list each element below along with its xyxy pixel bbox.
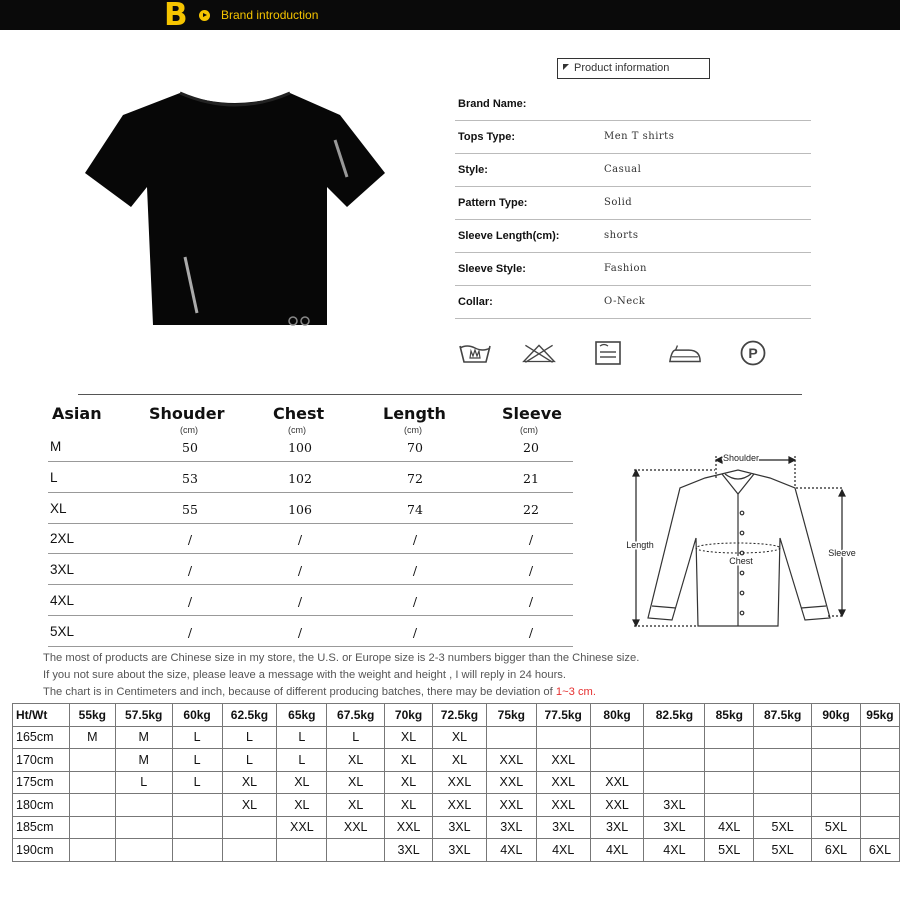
size-cell xyxy=(812,726,861,749)
size-value: 106 xyxy=(288,501,312,517)
table-row xyxy=(13,726,900,749)
size-cell: L xyxy=(172,749,222,772)
height-label: 180cm xyxy=(13,794,70,817)
weight-header: 75kg xyxy=(486,704,536,727)
divider xyxy=(78,394,802,395)
size-value: / xyxy=(187,624,193,640)
size-cell: 4XL xyxy=(590,839,644,862)
weight-header: 62.5kg xyxy=(222,704,277,727)
size-cell: 4XL xyxy=(486,839,536,862)
weight-header: 90kg xyxy=(812,704,861,727)
size-cell xyxy=(860,726,899,749)
size-cell xyxy=(222,839,277,862)
size-cell: XL xyxy=(327,794,385,817)
size-value: / xyxy=(297,563,303,579)
size-cell: L xyxy=(327,726,385,749)
size-cell: L xyxy=(222,726,277,749)
size-cell: XL xyxy=(385,794,433,817)
info-key: Tops Type: xyxy=(458,131,516,143)
size-cell xyxy=(327,839,385,862)
size-cell xyxy=(812,771,861,794)
info-key: Pattern Type: xyxy=(458,197,528,209)
size-value: / xyxy=(528,563,534,579)
size-cell: XXL xyxy=(385,816,433,839)
info-key: Style: xyxy=(458,164,488,176)
size-value: / xyxy=(412,594,418,609)
dry-clean-p-icon xyxy=(736,340,770,366)
size-label: 2XL xyxy=(50,531,75,547)
row-divider xyxy=(48,615,573,616)
size-cell: XXL xyxy=(277,816,327,839)
do-not-bleach-icon xyxy=(522,340,556,366)
size-cell: XXL xyxy=(486,794,536,817)
weight-header: 95kg xyxy=(860,704,899,727)
corner-triangle-icon xyxy=(563,64,569,70)
height-label: 185cm xyxy=(13,816,70,839)
size-cell: 3XL xyxy=(433,816,487,839)
size-value: 21 xyxy=(523,470,539,486)
info-row xyxy=(455,187,811,220)
info-row xyxy=(455,253,811,286)
size-value: / xyxy=(412,563,418,579)
size-cell: XXL xyxy=(536,794,590,817)
product-information-label xyxy=(557,58,710,79)
hand-wash-icon xyxy=(458,340,492,366)
size-cell: 3XL xyxy=(385,839,433,862)
height-label: 170cm xyxy=(13,749,70,772)
weight-header: 82.5kg xyxy=(644,704,705,727)
size-cell: 4XL xyxy=(536,839,590,862)
size-cell: XXL xyxy=(590,771,644,794)
info-value: O-Neck xyxy=(604,296,646,307)
size-value: 20 xyxy=(523,440,539,455)
size-cell xyxy=(860,749,899,772)
size-cell xyxy=(172,794,222,817)
size-cell: L xyxy=(277,749,327,772)
product-image xyxy=(85,85,385,335)
size-cell: 3XL xyxy=(590,816,644,839)
size-value: 50 xyxy=(182,440,198,455)
tumble-dry-icon xyxy=(592,340,626,366)
size-cell: XXL xyxy=(433,794,487,817)
size-label: L xyxy=(50,469,58,485)
table-row xyxy=(13,749,900,772)
unit-label: (cm) xyxy=(180,425,198,435)
info-key: Sleeve Style: xyxy=(458,263,526,275)
size-cell xyxy=(536,726,590,749)
play-icon xyxy=(199,10,210,21)
size-value: 100 xyxy=(288,440,312,455)
size-cell xyxy=(644,749,705,772)
size-cell xyxy=(69,839,115,862)
note-line xyxy=(43,686,596,698)
size-cell xyxy=(172,839,222,862)
size-cell: 3XL xyxy=(644,816,705,839)
size-cell xyxy=(754,749,812,772)
size-cell xyxy=(812,749,861,772)
size-cell: M xyxy=(115,749,172,772)
row-divider xyxy=(48,461,573,462)
size-header-sleeve: Sleeve xyxy=(502,404,562,423)
size-value: / xyxy=(412,624,418,640)
size-cell: 5XL xyxy=(754,816,812,839)
info-value: Men T shirts xyxy=(604,131,675,142)
size-label: XL xyxy=(50,500,67,516)
grid-corner: Ht/Wt xyxy=(13,704,70,727)
table-row xyxy=(13,839,900,862)
size-cell: 3XL xyxy=(536,816,590,839)
size-cell: XXL xyxy=(590,794,644,817)
size-cell: 3XL xyxy=(486,816,536,839)
note-line: If you not sure about the size, please leave a message with the weight and height , I will reply in 24 hours. xyxy=(43,669,567,681)
size-cell: L xyxy=(172,771,222,794)
size-cell: XL xyxy=(385,771,433,794)
size-label: M xyxy=(50,439,62,454)
info-key: Brand Name: xyxy=(458,98,527,110)
size-cell: XL xyxy=(385,749,433,772)
size-cell xyxy=(69,816,115,839)
size-cell xyxy=(172,816,222,839)
size-cell: XXL xyxy=(486,749,536,772)
row-divider xyxy=(48,646,573,647)
weight-header: 70kg xyxy=(385,704,433,727)
size-cell xyxy=(644,726,705,749)
size-cell: XXL xyxy=(327,816,385,839)
size-cell: XL xyxy=(385,726,433,749)
weight-header: 57.5kg xyxy=(115,704,172,727)
size-cell: 5XL xyxy=(812,816,861,839)
size-cell: M xyxy=(115,726,172,749)
size-label: 3XL xyxy=(50,562,75,578)
size-cell: XL xyxy=(222,771,277,794)
size-cell: L xyxy=(115,771,172,794)
size-cell: XL xyxy=(222,794,277,817)
weight-header: 67.5kg xyxy=(327,704,385,727)
table-row xyxy=(13,794,900,817)
size-cell: 3XL xyxy=(433,839,487,862)
weight-header: 87.5kg xyxy=(754,704,812,727)
table-row xyxy=(13,816,900,839)
size-cell: XXL xyxy=(433,771,487,794)
size-cell xyxy=(812,794,861,817)
size-cell xyxy=(754,771,812,794)
size-cell xyxy=(860,816,899,839)
unit-label: (cm) xyxy=(520,425,538,435)
size-value: 22 xyxy=(523,501,539,517)
size-header-length: Length xyxy=(383,404,446,423)
size-cell xyxy=(69,749,115,772)
size-cell: L xyxy=(277,726,327,749)
size-value: / xyxy=(528,594,534,609)
size-value: 102 xyxy=(288,470,312,486)
height-weight-table xyxy=(12,703,900,862)
size-cell xyxy=(644,771,705,794)
info-value: shorts xyxy=(604,230,639,241)
row-divider xyxy=(48,492,573,493)
height-label: 165cm xyxy=(13,726,70,749)
product-information-text: Product information xyxy=(574,62,670,74)
size-cell: XL xyxy=(277,794,327,817)
size-cell: 6XL xyxy=(812,839,861,862)
info-key: Collar: xyxy=(458,296,493,308)
info-row xyxy=(455,88,811,121)
size-value: / xyxy=(187,594,193,609)
size-value: / xyxy=(297,594,303,609)
size-cell: XL xyxy=(327,771,385,794)
info-value: Solid xyxy=(604,197,633,208)
size-value: / xyxy=(187,532,193,548)
size-cell: M xyxy=(69,726,115,749)
banner-title: Brand introduction xyxy=(221,8,319,22)
row-divider xyxy=(48,523,573,524)
weight-header: 72.5kg xyxy=(433,704,487,727)
size-header-shoulder: Shouder xyxy=(149,404,225,423)
size-value: 74 xyxy=(407,501,423,517)
size-cell xyxy=(705,794,754,817)
brand-logo: B xyxy=(164,0,188,33)
size-cell xyxy=(590,749,644,772)
size-cell: XL xyxy=(433,749,487,772)
size-cell: 6XL xyxy=(860,839,899,862)
size-value: 72 xyxy=(407,470,423,486)
weight-header: 60kg xyxy=(172,704,222,727)
size-cell xyxy=(860,771,899,794)
measurement-diagram xyxy=(620,448,860,633)
height-label: 190cm xyxy=(13,839,70,862)
size-cell: XXL xyxy=(486,771,536,794)
size-header-chest: Chest xyxy=(273,404,325,423)
note-line: The most of products are Chinese size in my store, the U.S. or Europe size is 2-3 numbers bigger than the Chinese size. xyxy=(43,652,640,664)
table-row xyxy=(13,771,900,794)
size-value: / xyxy=(412,532,418,548)
size-header-asian: Asian xyxy=(52,404,102,423)
diagram-shoulder-label: Shoulder xyxy=(722,453,760,463)
height-label: 175cm xyxy=(13,771,70,794)
info-row xyxy=(455,220,811,253)
size-cell: L xyxy=(172,726,222,749)
size-cell: XXL xyxy=(536,771,590,794)
weight-header: 77.5kg xyxy=(536,704,590,727)
info-value: Casual xyxy=(604,164,642,175)
size-value: / xyxy=(528,624,534,640)
size-value: / xyxy=(528,532,534,548)
size-label: 4XL xyxy=(50,593,75,608)
diagram-length-label: Length xyxy=(626,540,654,550)
info-row xyxy=(455,286,811,319)
size-cell xyxy=(705,771,754,794)
size-cell: L xyxy=(222,749,277,772)
svg-text:P: P xyxy=(748,345,758,361)
size-value: / xyxy=(297,532,303,548)
size-cell xyxy=(115,794,172,817)
size-cell xyxy=(115,816,172,839)
size-cell: XL xyxy=(327,749,385,772)
info-row xyxy=(455,121,811,154)
size-cell: 3XL xyxy=(644,794,705,817)
size-value: 55 xyxy=(182,501,198,517)
size-cell: XXL xyxy=(536,749,590,772)
size-cell xyxy=(705,749,754,772)
size-cell xyxy=(69,794,115,817)
unit-label: (cm) xyxy=(404,425,422,435)
size-cell xyxy=(69,771,115,794)
unit-label: (cm) xyxy=(288,425,306,435)
row-divider xyxy=(48,553,573,554)
iron-icon xyxy=(668,340,702,366)
size-value: / xyxy=(297,624,303,640)
size-value: / xyxy=(187,563,193,579)
size-cell xyxy=(590,726,644,749)
size-value: 53 xyxy=(182,470,198,486)
size-cell xyxy=(222,816,277,839)
weight-header: 80kg xyxy=(590,704,644,727)
size-cell: XL xyxy=(277,771,327,794)
size-cell: 5XL xyxy=(754,839,812,862)
row-divider xyxy=(48,584,573,585)
size-cell: 5XL xyxy=(705,839,754,862)
weight-header: 55kg xyxy=(69,704,115,727)
size-cell xyxy=(705,726,754,749)
size-cell: 4XL xyxy=(705,816,754,839)
diagram-chest-label: Chest xyxy=(729,556,753,566)
weight-header: 85kg xyxy=(705,704,754,727)
size-cell xyxy=(860,794,899,817)
size-label: 5XL xyxy=(50,623,75,639)
size-cell xyxy=(277,839,327,862)
info-row xyxy=(455,154,811,187)
size-cell xyxy=(754,726,812,749)
size-value: 70 xyxy=(407,440,423,455)
size-cell xyxy=(115,839,172,862)
size-cell xyxy=(754,794,812,817)
note-text: The chart is in Centimeters and inch, because of different producing batches, there may be deviation of xyxy=(43,686,556,698)
top-banner xyxy=(0,0,900,33)
size-cell: 4XL xyxy=(644,839,705,862)
product-info-table xyxy=(455,88,811,319)
info-value: Fashion xyxy=(604,263,647,274)
info-key: Sleeve Length(cm): xyxy=(458,230,560,242)
weight-header: 65kg xyxy=(277,704,327,727)
diagram-sleeve-label: Sleeve xyxy=(828,548,856,558)
deviation-highlight: 1~3 cm. xyxy=(555,686,596,698)
size-cell: XL xyxy=(433,726,487,749)
size-cell xyxy=(486,726,536,749)
